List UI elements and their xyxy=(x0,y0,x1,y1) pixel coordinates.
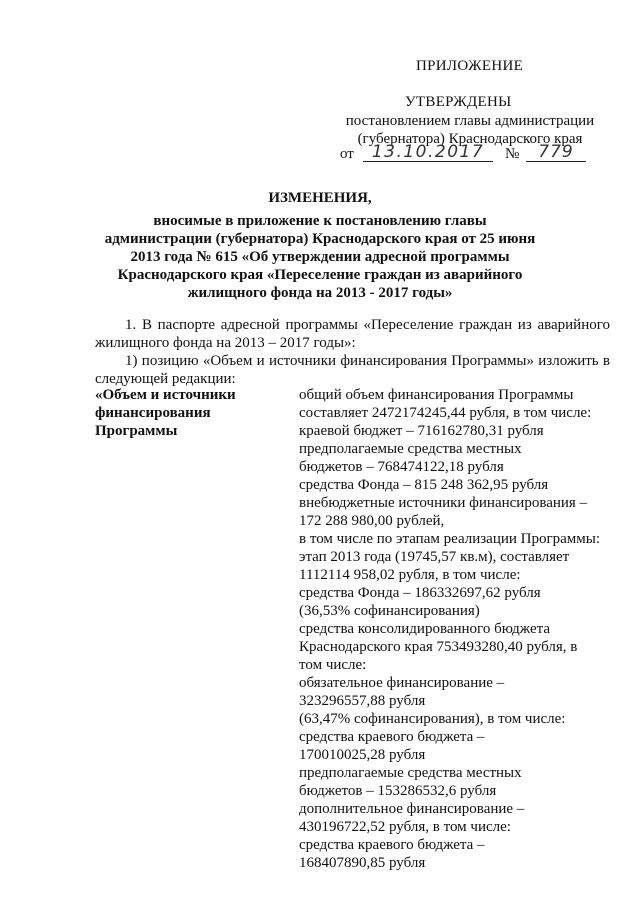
number-prefix: № xyxy=(505,146,520,162)
financing-line: средства краевого бюджета – xyxy=(299,729,485,745)
financing-line: средства консолидированного бюджета xyxy=(299,621,550,637)
document-subheading: вносимые в приложение к постановлению главы администрации (губернатора) Краснодарского края от 25 июня 2013 года № 615 «Об утверждении адресной программы Краснодарского края «Переселение граждан из аварийного жилищного фонда на 2013 - 2017 годы» xyxy=(104,213,536,301)
financing-line: 168407890,85 рубля xyxy=(299,855,426,871)
date-prefix: от xyxy=(340,146,354,162)
decree-reference: постановлением главы администрации (губернатора) Краснодарского края xyxy=(345,113,595,147)
financing-line: средства краевого бюджета – xyxy=(299,837,485,853)
financing-line: внебюджетные источники финансирования – xyxy=(299,495,588,511)
financing-line: бюджетов – 153286532,6 рубля xyxy=(299,783,497,799)
paragraph-1: 1. В паспорте адресной программы «Переселение граждан из аварийного жилищного фонда на 2013 – 2017 годы»: xyxy=(95,317,610,351)
document-heading: ИЗМЕНЕНИЯ, xyxy=(268,190,372,206)
date-number-line xyxy=(340,142,600,166)
financing-line: обязательное финансирование – xyxy=(299,675,505,691)
position-name-line: Программы xyxy=(95,423,178,439)
position-name-line: финансирования xyxy=(95,405,211,421)
financing-line: 170010025,28 рубля xyxy=(299,747,426,763)
financing-line: дополнительное финансирование – xyxy=(299,801,525,817)
financing-line: бюджетов – 768474122,18 рубля xyxy=(299,459,504,475)
financing-line: общий объем финансирования Программы xyxy=(299,387,574,403)
financing-line: (36,53% софинансирования) xyxy=(299,603,480,619)
financing-line: в том числе по этапам реализации Программы: xyxy=(299,531,601,547)
financing-line: средства Фонда – 186332697,62 рубля xyxy=(299,585,541,601)
financing-line: 323296557,88 рубля xyxy=(299,693,426,709)
financing-line: средства Фонда – 815 248 362,95 рубля xyxy=(299,477,549,493)
financing-line: этап 2013 года (19745,57 кв.м), составляет xyxy=(299,549,570,565)
financing-line: 172 288 980,00 рублей, xyxy=(299,513,445,529)
financing-line: 430196722,52 рубля, в том числе: xyxy=(299,819,511,835)
paragraph-2: 1) позицию «Объем и источники финансирования Программы» изложить в следующей редакции: xyxy=(95,353,610,387)
handwritten-number: 779 xyxy=(526,142,586,162)
financing-line: предполагаемые средства местных xyxy=(299,765,522,781)
financing-line: предполагаемые средства местных xyxy=(299,441,522,457)
financing-line: (63,47% софинансирования), в том числе: xyxy=(299,711,566,727)
financing-line: Краснодарского края 753493280,40 рубля, в xyxy=(299,639,578,655)
financing-line: 1112114 958,02 рубля, в том числе: xyxy=(299,567,521,583)
appendix-label: ПРИЛОЖЕНИЕ xyxy=(416,58,524,74)
financing-details-column xyxy=(299,386,604,872)
financing-line: краевой бюджет – 716162780,31 рубля xyxy=(299,423,544,439)
financing-line: составляет 2472174245,44 рубля, в том числе: xyxy=(299,405,592,421)
position-name-line: «Объем и источники xyxy=(95,387,236,403)
position-name-column xyxy=(95,386,285,440)
handwritten-date: 13.10.2017 xyxy=(363,142,493,162)
approved-label: УТВЕРЖДЕНЫ xyxy=(405,94,512,110)
financing-line: том числе: xyxy=(299,657,367,673)
